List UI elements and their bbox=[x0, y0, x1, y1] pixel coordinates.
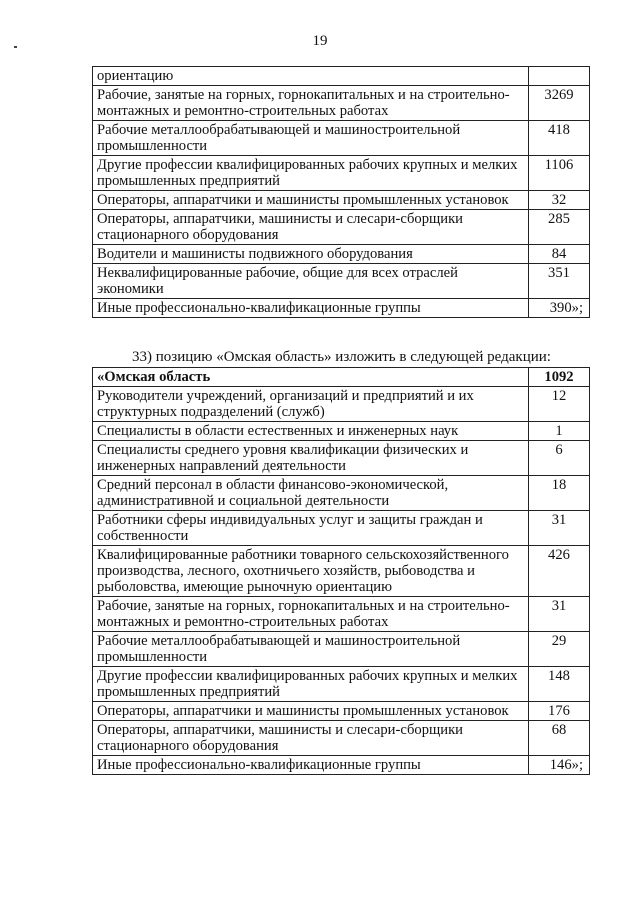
count-value-cell: 176 bbox=[529, 702, 590, 721]
count-value-cell: 1 bbox=[529, 422, 590, 441]
table-row bbox=[93, 422, 590, 441]
table-row bbox=[93, 210, 590, 245]
count-value-cell: 84 bbox=[529, 245, 590, 264]
table-row bbox=[93, 721, 590, 756]
occupation-label-cell: Руководители учреждений, организаций и предприятий и их структурных подразделений (служб) bbox=[93, 387, 529, 422]
occupation-table-continued bbox=[92, 66, 590, 318]
count-value-cell: 351 bbox=[529, 264, 590, 299]
table-row bbox=[93, 597, 590, 632]
table-row bbox=[93, 632, 590, 667]
table-row bbox=[93, 702, 590, 721]
occupation-label-cell: Другие профессии квалифицированных рабочих крупных и мелких промышленных предприятий bbox=[93, 667, 529, 702]
occupation-label-cell: ориентацию bbox=[93, 67, 529, 86]
table-row bbox=[93, 756, 590, 775]
region-name-cell: «Омская область bbox=[93, 368, 529, 387]
count-value-cell: 3269 bbox=[529, 86, 590, 121]
occupation-label-cell: Специалисты в области естественных и инженерных наук bbox=[93, 422, 529, 441]
table-row bbox=[93, 67, 590, 86]
table-row bbox=[93, 546, 590, 597]
occupation-label-cell: Рабочие металлообрабатывающей и машиностроительной промышленности bbox=[93, 121, 529, 156]
table-row bbox=[93, 299, 590, 318]
region-total-cell: 1092 bbox=[529, 368, 590, 387]
table-header-row bbox=[93, 368, 590, 387]
occupation-label-cell: Другие профессии квалифицированных рабочих крупных и мелких промышленных предприятий bbox=[93, 156, 529, 191]
table-row bbox=[93, 441, 590, 476]
page-number: 19 bbox=[312, 33, 328, 49]
table-row bbox=[93, 191, 590, 210]
count-value-cell: 18 bbox=[529, 476, 590, 511]
table-row bbox=[93, 511, 590, 546]
count-value-cell bbox=[529, 67, 590, 86]
count-value-cell: 1106 bbox=[529, 156, 590, 191]
count-value-cell: 68 bbox=[529, 721, 590, 756]
count-value-cell: 426 bbox=[529, 546, 590, 597]
occupation-label-cell: Рабочие, занятые на горных, горнокапитальных и на строительно-монтажных и ремонтно-строительных работах bbox=[93, 86, 529, 121]
occupation-label-cell: Операторы, аппаратчики, машинисты и слесари-сборщики стационарного оборудования bbox=[93, 721, 529, 756]
table-row bbox=[93, 156, 590, 191]
table-row bbox=[93, 121, 590, 156]
occupation-label-cell: Операторы, аппаратчики и машинисты промышленных установок bbox=[93, 702, 529, 721]
count-value-cell: 148 bbox=[529, 667, 590, 702]
omsk-region-table bbox=[92, 367, 590, 775]
table-row bbox=[93, 86, 590, 121]
table-row bbox=[93, 245, 590, 264]
occupation-label-cell: Работники сферы индивидуальных услуг и защиты граждан и собственности bbox=[93, 511, 529, 546]
count-value-cell: 146»; bbox=[529, 756, 590, 775]
occupation-label-cell: Операторы, аппаратчики и машинисты промышленных установок bbox=[93, 191, 529, 210]
count-value-cell: 31 bbox=[529, 597, 590, 632]
count-value-cell: 29 bbox=[529, 632, 590, 667]
count-value-cell: 418 bbox=[529, 121, 590, 156]
count-value-cell: 31 bbox=[529, 511, 590, 546]
table-row bbox=[93, 667, 590, 702]
table-row bbox=[93, 476, 590, 511]
count-value-cell: 32 bbox=[529, 191, 590, 210]
occupation-label-cell: Иные профессионально-квалификационные группы bbox=[93, 756, 529, 775]
occupation-label-cell: Водители и машинисты подвижного оборудования bbox=[93, 245, 529, 264]
table-row bbox=[93, 387, 590, 422]
occupation-label-cell: Операторы, аппаратчики, машинисты и слесари-сборщики стационарного оборудования bbox=[93, 210, 529, 245]
occupation-label-cell: Иные профессионально-квалификационные группы bbox=[93, 299, 529, 318]
table-row bbox=[93, 264, 590, 299]
count-value-cell: 390»; bbox=[529, 299, 590, 318]
occupation-label-cell: Рабочие, занятые на горных, горнокапитальных и на строительно-монтажных и ремонтно-строительных работах bbox=[93, 597, 529, 632]
amendment-instruction: 33) позицию «Омская область» изложить в следующей редакции: bbox=[132, 349, 551, 365]
occupation-label-cell: Средний персонал в области финансово-экономической, административной и социальной деятельности bbox=[93, 476, 529, 511]
count-value-cell: 6 bbox=[529, 441, 590, 476]
occupation-label-cell: Квалифицированные работники товарного сельскохозяйственного производства, лесного, охотничьего хозяйств, рыбоводства и рыболовства, имеющие рыночную ориентацию bbox=[93, 546, 529, 597]
count-value-cell: 285 bbox=[529, 210, 590, 245]
occupation-label-cell: Рабочие металлообрабатывающей и машиностроительной промышленности bbox=[93, 632, 529, 667]
occupation-label-cell: Специалисты среднего уровня квалификации физических и инженерных направлений деятельности bbox=[93, 441, 529, 476]
count-value-cell: 12 bbox=[529, 387, 590, 422]
occupation-label-cell: Неквалифицированные рабочие, общие для всех отраслей экономики bbox=[93, 264, 529, 299]
